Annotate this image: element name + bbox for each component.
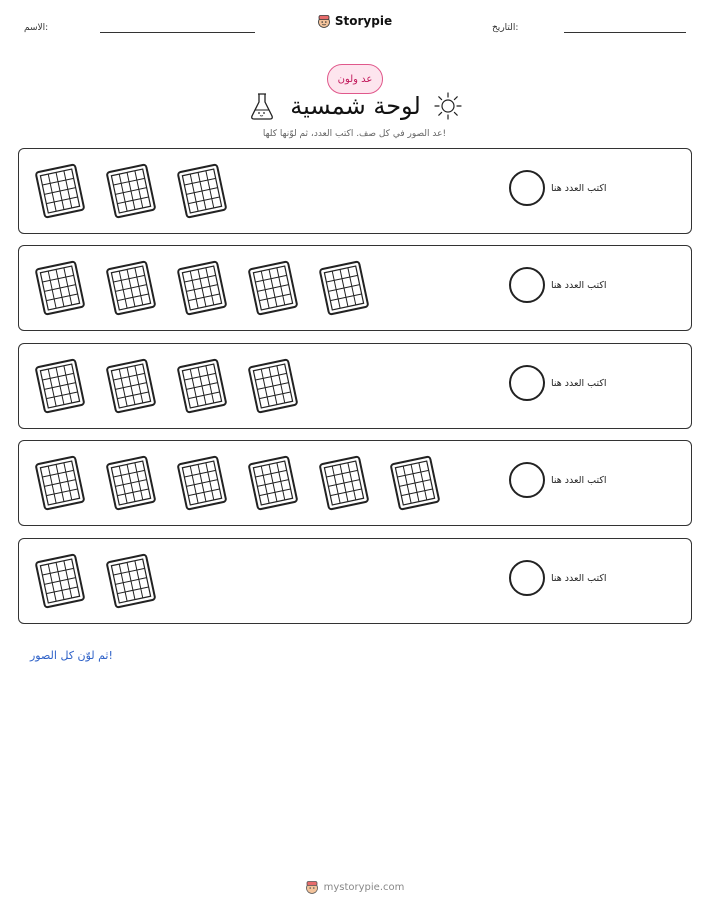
page-title: لوحة شمسية [290,92,421,120]
answer-area [509,170,607,206]
footer-note: ثم لوّن كل الصور! [30,649,113,662]
solar-panel-icon[interactable] [102,163,160,219]
answer-circle[interactable] [509,267,545,303]
storypie-mascot-icon [317,14,331,28]
brand [0,13,709,32]
solar-panel-icon[interactable] [244,358,302,414]
solar-panel-icon[interactable] [173,455,231,511]
counting-row [18,538,692,624]
instructions: عد الصور في كل صف. اكتب العدد، ثم لوّنها كلها! [262,129,447,139]
solar-panel-icon[interactable] [31,455,89,511]
solar-panel-icon[interactable] [386,455,444,511]
solar-panel-icon[interactable] [315,455,373,511]
counting-row [18,148,692,234]
answer-area [509,462,607,498]
answer-area [509,267,607,303]
solar-panel-icon[interactable] [102,455,160,511]
footer-url[interactable]: mystorypie.com [323,881,405,893]
solar-panel-icon[interactable] [31,163,89,219]
answer-prompt: اكتب العدد هنا [551,182,607,194]
solar-panel-icon[interactable] [31,358,89,414]
answer-circle[interactable] [509,462,545,498]
counting-row [18,440,692,526]
answer-prompt: اكتب العدد هنا [551,572,607,584]
footer [0,880,709,897]
date-line[interactable] [564,32,686,33]
storypie-mascot-icon [305,880,319,894]
solar-panel-icon[interactable] [173,163,231,219]
name-label: الاسم: [24,23,49,33]
flask-icon [246,90,278,122]
solar-panel-icon[interactable] [244,260,302,316]
date-label: التاريخ: [492,23,519,33]
activity-badge: عد ولون [327,64,383,94]
brand-name: Storypie [334,14,393,28]
answer-area [509,560,607,596]
answer-circle[interactable] [509,365,545,401]
counting-row [18,343,692,429]
answer-prompt: اكتب العدد هنا [551,279,607,291]
counting-row [18,245,692,331]
solar-panel-icon[interactable] [173,358,231,414]
solar-panel-icon[interactable] [31,553,89,609]
solar-panel-icon[interactable] [173,260,231,316]
solar-panel-icon[interactable] [102,260,160,316]
solar-panel-icon[interactable] [315,260,373,316]
solar-panel-icon[interactable] [244,455,302,511]
solar-panel-icon[interactable] [31,260,89,316]
sun-icon [433,91,463,121]
answer-circle[interactable] [509,170,545,206]
answer-prompt: اكتب العدد هنا [551,474,607,486]
title-bar [0,90,709,128]
answer-prompt: اكتب العدد هنا [551,377,607,389]
answer-circle[interactable] [509,560,545,596]
name-line[interactable] [100,32,255,33]
solar-panel-icon[interactable] [102,358,160,414]
answer-area [509,365,607,401]
solar-panel-icon[interactable] [102,553,160,609]
